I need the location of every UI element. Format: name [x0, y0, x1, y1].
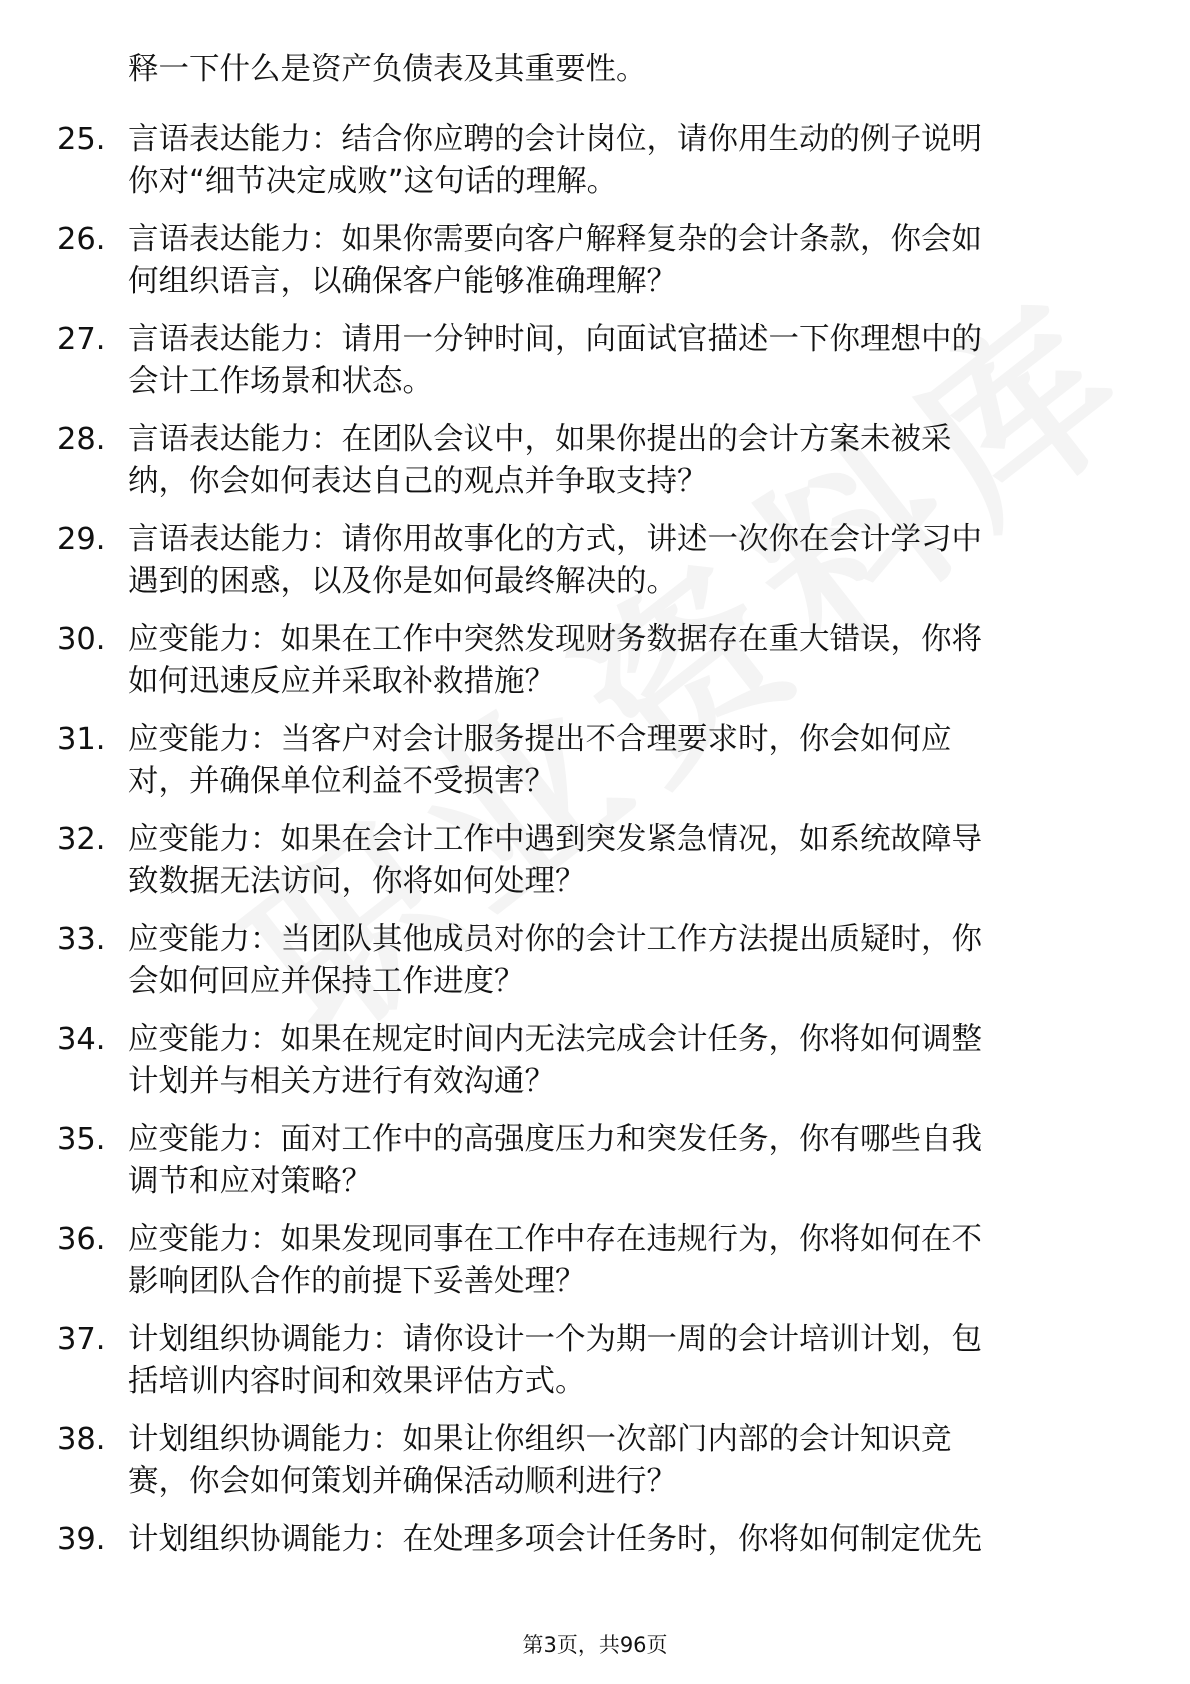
question-number: 25.	[57, 122, 106, 157]
question-number: 28.	[57, 422, 106, 457]
question-number: 33.	[57, 922, 106, 957]
question-line: 括培训内容时间和效果评估方式。	[128, 1364, 586, 1399]
question-text	[128, 1319, 1117, 1403]
question-item	[57, 1319, 1117, 1403]
question-text	[128, 819, 1117, 903]
question-text	[128, 119, 1117, 203]
question-item	[57, 1119, 1117, 1203]
question-line: 言语表达能力：请你用故事化的方式，讲述一次你在会计学习中	[128, 522, 982, 557]
question-text	[128, 519, 1117, 603]
question-line: 应变能力：当客户对会计服务提出不合理要求时，你会如何应	[128, 722, 952, 757]
question-line: 赛，你会如何策划并确保活动顺利进行？	[128, 1464, 677, 1499]
question-item	[57, 1019, 1117, 1103]
question-line: 言语表达能力：请用一分钟时间，向面试官描述一下你理想中的	[128, 322, 982, 357]
question-item	[57, 1419, 1117, 1503]
question-line: 遇到的困惑，以及你是如何最终解决的。	[128, 564, 677, 599]
question-text	[128, 319, 1117, 403]
question-item	[57, 419, 1117, 503]
question-line: 计划并与相关方进行有效沟通？	[128, 1064, 555, 1099]
question-item	[57, 519, 1117, 603]
question-line: 何组织语言，以确保客户能够准确理解？	[128, 264, 677, 299]
question-line: 影响团队合作的前提下妥善处理？	[128, 1264, 586, 1299]
question-line: 应变能力：如果在规定时间内无法完成会计任务，你将如何调整	[128, 1022, 982, 1057]
question-item	[57, 1519, 1117, 1561]
question-item	[57, 719, 1117, 803]
question-line: 你对“细节决定成败”这句话的理解。	[128, 164, 618, 199]
question-line: 会计工作场景和状态。	[128, 364, 433, 399]
question-text	[128, 1119, 1117, 1203]
question-number: 38.	[57, 1422, 106, 1457]
question-number: 29.	[57, 522, 106, 557]
question-text	[128, 1219, 1117, 1303]
question-text	[128, 219, 1117, 303]
question-text	[128, 619, 1117, 703]
page-footer: 第3页，共96页	[522, 1633, 668, 1657]
question-line: 如何迅速反应并采取补救措施？	[128, 664, 555, 699]
question-line: 会如何回应并保持工作进度？	[128, 964, 525, 999]
question-line: 计划组织协调能力：请你设计一个为期一周的会计培训计划，包	[128, 1322, 982, 1357]
question-line: 言语表达能力：结合你应聘的会计岗位，请你用生动的例子说明	[128, 122, 982, 157]
question-number: 39.	[57, 1522, 106, 1557]
question-text	[128, 1519, 1117, 1561]
question-item	[57, 119, 1117, 203]
question-list	[57, 119, 1117, 1577]
question-line: 应变能力：面对工作中的高强度压力和突发任务，你有哪些自我	[128, 1122, 982, 1157]
question-line: 应变能力：如果在会计工作中遇到突发紧急情况，如系统故障导	[128, 822, 982, 857]
question-line: 对，并确保单位利益不受损害？	[128, 764, 555, 799]
question-text	[128, 919, 1117, 1003]
question-text	[128, 719, 1117, 803]
question-line: 应变能力：如果在工作中突然发现财务数据存在重大错误，你将	[128, 622, 982, 657]
question-line: 言语表达能力：在团队会议中，如果你提出的会计方案未被采	[128, 422, 952, 457]
question-line: 应变能力：当团队其他成员对你的会计工作方法提出质疑时，你	[128, 922, 982, 957]
question-item	[57, 819, 1117, 903]
question-line: 应变能力：如果发现同事在工作中存在违规行为，你将如何在不	[128, 1222, 982, 1257]
question-number: 27.	[57, 322, 106, 357]
question-number: 36.	[57, 1222, 106, 1257]
question-item	[57, 619, 1117, 703]
question-line: 致数据无法访问，你将如何处理？	[128, 864, 586, 899]
question-number: 31.	[57, 722, 106, 757]
question-number: 30.	[57, 622, 106, 657]
question-text	[128, 419, 1117, 503]
question-text	[128, 1019, 1117, 1103]
question-line: 计划组织协调能力：在处理多项会计任务时，你将如何制定优先	[128, 1522, 982, 1557]
question-number: 34.	[57, 1022, 106, 1057]
question-number: 37.	[57, 1322, 106, 1357]
question-number: 32.	[57, 822, 106, 857]
question-number: 35.	[57, 1122, 106, 1157]
question-line: 言语表达能力：如果你需要向客户解释复杂的会计条款，你会如	[128, 222, 982, 257]
question-text	[128, 1419, 1117, 1503]
question-item	[57, 919, 1117, 1003]
question-number: 26.	[57, 222, 106, 257]
question-item	[57, 219, 1117, 303]
question-line: 纳，你会如何表达自己的观点并争取支持？	[128, 464, 708, 499]
question-item	[57, 1219, 1117, 1303]
question-line: 调节和应对策略？	[128, 1164, 372, 1199]
question-item	[57, 319, 1117, 403]
question-line: 计划组织协调能力：如果让你组织一次部门内部的会计知识竞	[128, 1422, 952, 1457]
continuation-text: 释一下什么是资产负债表及其重要性。	[128, 52, 647, 87]
